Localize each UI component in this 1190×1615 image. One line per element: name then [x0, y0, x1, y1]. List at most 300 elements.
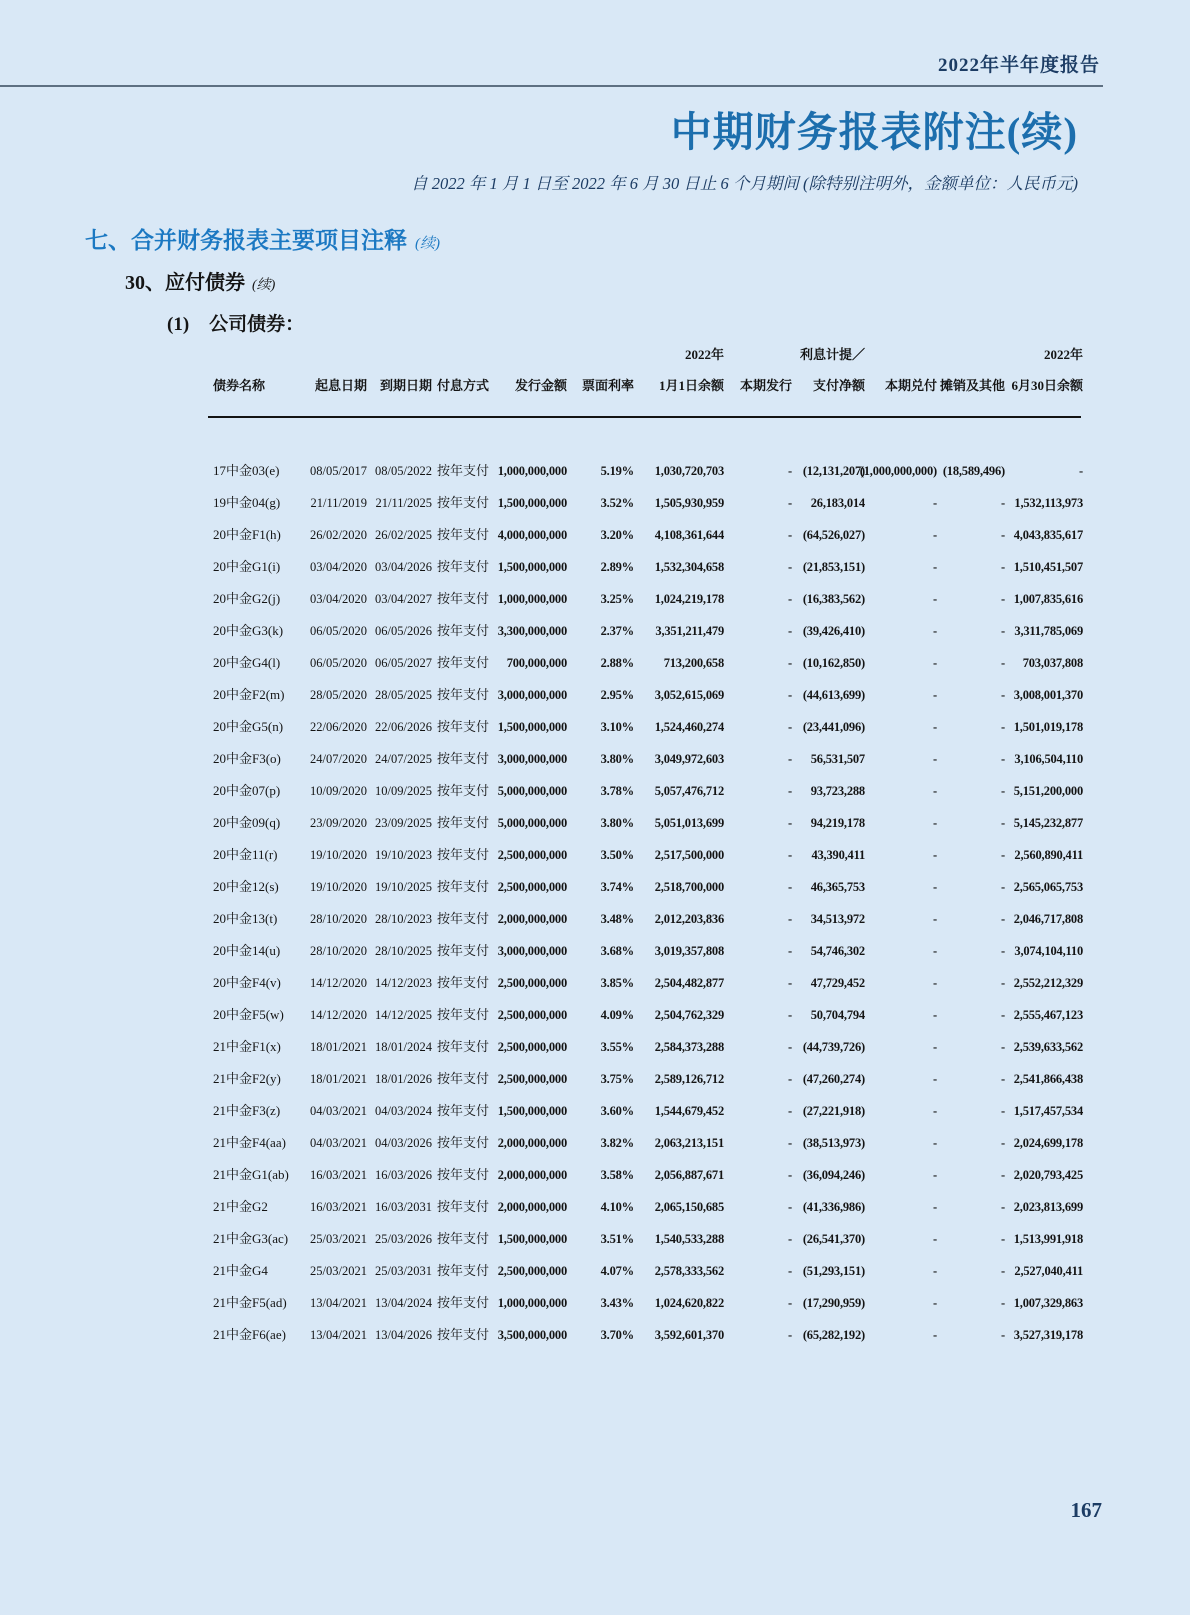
table-row	[205, 839, 1085, 871]
table-row	[205, 775, 1085, 807]
redeemed-this-period-cell: -	[933, 1008, 937, 1022]
amortization-other-cell: -	[1001, 624, 1005, 638]
section-heading-text: 七、合并财务报表主要项目注释	[85, 228, 407, 253]
coupon-rate-cell: 3.70%	[600, 1328, 634, 1342]
payment-method-cell: 按年支付	[436, 815, 489, 830]
amortization-other-cell: -	[1001, 1264, 1005, 1278]
payment-net-cell: (21,853,151)	[802, 560, 865, 574]
amortization-other-cell: -	[1001, 1040, 1005, 1054]
coupon-rate-cell: 3.60%	[600, 1104, 634, 1118]
issued-this-period-cell: -	[788, 1296, 792, 1310]
coupon-rate-cell: 5.19%	[600, 464, 634, 478]
table-row	[205, 1223, 1085, 1255]
payment-net-cell: (44,739,726)	[802, 1040, 865, 1054]
payment-net-cell: 34,513,972	[810, 912, 865, 926]
table-row	[205, 903, 1085, 935]
table-row	[205, 1287, 1085, 1319]
issue-amount-cell: 2,500,000,000	[497, 880, 567, 894]
payment-net-cell: (23,441,096)	[802, 720, 865, 734]
start-date-cell: 21/11/2019	[310, 496, 367, 510]
coupon-rate-cell: 3.25%	[600, 592, 634, 606]
balance-jan1-cell: 1,024,219,178	[654, 592, 724, 606]
issued-this-period-cell: -	[788, 624, 792, 638]
bond-name-cell: 20中金F5(w)	[213, 1007, 284, 1022]
amortization-other-cell: -	[1001, 912, 1005, 926]
maturity-date-cell: 10/09/2025	[375, 784, 432, 798]
start-date-cell: 14/12/2020	[310, 976, 367, 990]
balance-jan1-cell: 2,012,203,836	[654, 912, 724, 926]
start-date-cell: 14/12/2020	[310, 1008, 367, 1022]
coupon-rate-cell: 2.88%	[600, 656, 634, 670]
maturity-date-cell: 06/05/2027	[375, 656, 432, 670]
start-date-cell: 10/09/2020	[310, 784, 367, 798]
balance-jun30-cell: 4,043,835,617	[1013, 528, 1083, 542]
payment-net-cell: 93,723,288	[810, 784, 865, 798]
payment-method-cell: 按年支付	[436, 623, 489, 638]
payment-net-cell: (10,162,850)	[802, 656, 865, 670]
section-heading	[85, 222, 440, 255]
issue-amount-cell: 1,500,000,000	[497, 1104, 567, 1118]
amortization-other-cell: -	[1001, 976, 1005, 990]
balance-jun30-cell: 2,527,040,411	[1014, 1264, 1083, 1278]
maturity-date-cell: 13/04/2026	[375, 1328, 432, 1342]
coupon-rate-cell: 3.82%	[600, 1136, 634, 1150]
payment-method-cell: 按年支付	[436, 1103, 489, 1118]
redeemed-this-period-cell: (1,000,000,000)	[859, 464, 937, 478]
balance-jan1-cell: 2,065,150,685	[654, 1200, 724, 1214]
coupon-rate-cell: 4.07%	[600, 1264, 634, 1278]
balance-jun30-cell: 2,555,467,123	[1013, 1008, 1083, 1022]
maturity-date-cell: 18/01/2024	[375, 1040, 432, 1054]
start-date-cell: 06/05/2020	[310, 656, 367, 670]
issued-this-period-cell: -	[788, 1104, 792, 1118]
table-row	[205, 999, 1085, 1031]
balance-jan1-cell: 2,578,333,562	[654, 1264, 724, 1278]
redeemed-this-period-cell: -	[933, 592, 937, 606]
coupon-rate-cell: 4.10%	[600, 1200, 634, 1214]
payment-net-cell: (41,336,986)	[802, 1200, 865, 1214]
issued-this-period-cell: -	[788, 976, 792, 990]
redeemed-this-period-cell: -	[933, 1136, 937, 1150]
payment-net-cell: (65,282,192)	[802, 1328, 865, 1342]
payment-method-cell: 按年支付	[436, 1263, 489, 1278]
payment-net-cell: 47,729,452	[810, 976, 865, 990]
payment-method-cell: 按年支付	[436, 687, 489, 702]
header-balance-jun30: 6月30日余额	[1011, 378, 1083, 393]
coupon-rate-cell: 3.48%	[600, 912, 634, 926]
table-row	[205, 551, 1085, 583]
payment-method-cell: 按年支付	[436, 463, 489, 478]
balance-jun30-cell: 2,024,699,178	[1013, 1136, 1083, 1150]
bond-name-cell: 20中金G4(l)	[213, 655, 281, 670]
payment-net-cell: 54,746,302	[810, 944, 865, 958]
issued-this-period-cell: -	[788, 752, 792, 766]
table-header-top-row	[205, 345, 1085, 365]
coupon-rate-cell: 3.78%	[600, 784, 634, 798]
payment-method-cell: 按年支付	[436, 559, 489, 574]
table-row	[205, 647, 1085, 679]
coupon-rate-cell: 3.20%	[600, 528, 634, 542]
maturity-date-cell: 14/12/2025	[375, 1008, 432, 1022]
bond-name-cell: 20中金07(p)	[213, 783, 281, 798]
redeemed-this-period-cell: -	[933, 1040, 937, 1054]
amortization-other-cell: -	[1001, 720, 1005, 734]
table-row	[205, 1031, 1085, 1063]
bond-name-cell: 20中金G5(n)	[213, 719, 284, 734]
bond-name-cell: 20中金F2(m)	[213, 687, 285, 702]
issued-this-period-cell: -	[788, 1200, 792, 1214]
redeemed-this-period-cell: -	[933, 720, 937, 734]
maturity-date-cell: 03/04/2026	[375, 560, 432, 574]
issue-amount-cell: 2,000,000,000	[497, 1200, 567, 1214]
balance-jun30-cell: 5,151,200,000	[1013, 784, 1083, 798]
maturity-date-cell: 28/10/2023	[375, 912, 432, 926]
bond-name-cell: 20中金G3(k)	[213, 623, 284, 638]
redeemed-this-period-cell: -	[933, 848, 937, 862]
redeemed-this-period-cell: -	[933, 816, 937, 830]
bond-name-cell: 17中金03(e)	[213, 463, 280, 478]
payment-method-cell: 按年支付	[436, 1135, 489, 1150]
issued-this-period-cell: -	[788, 1328, 792, 1342]
issued-this-period-cell: -	[788, 720, 792, 734]
start-date-cell: 16/03/2021	[310, 1200, 367, 1214]
start-date-cell: 18/01/2021	[310, 1040, 367, 1054]
redeemed-this-period-cell: -	[933, 1328, 937, 1342]
header-interest-accrual: 利息计提／	[799, 347, 865, 362]
issued-this-period-cell: -	[788, 688, 792, 702]
payment-method-cell: 按年支付	[436, 751, 489, 766]
issue-amount-cell: 1,000,000,000	[497, 464, 567, 478]
header-redeemed-this-period: 本期兑付	[884, 378, 937, 393]
start-date-cell: 04/03/2021	[310, 1104, 367, 1118]
header-maturity-date: 到期日期	[379, 378, 432, 393]
header-divider	[0, 85, 1103, 87]
balance-jan1-cell: 3,019,357,808	[654, 944, 724, 958]
table-row	[205, 1127, 1085, 1159]
balance-jun30-cell: -	[1079, 464, 1083, 478]
payment-net-cell: 50,704,794	[810, 1008, 865, 1022]
bond-name-cell: 21中金F5(ad)	[213, 1295, 287, 1310]
balance-jan1-cell: 1,532,304,658	[654, 560, 724, 574]
maturity-date-cell: 19/10/2025	[375, 880, 432, 894]
balance-jan1-cell: 2,056,887,671	[654, 1168, 724, 1182]
issued-this-period-cell: -	[788, 528, 792, 542]
payment-method-cell: 按年支付	[436, 591, 489, 606]
header-issued-this-period: 本期发行	[739, 378, 792, 393]
coupon-rate-cell: 3.50%	[600, 848, 634, 862]
payment-method-cell: 按年支付	[436, 1039, 489, 1054]
balance-jan1-cell: 1,540,533,288	[654, 1232, 724, 1246]
amortization-other-cell: -	[1001, 1232, 1005, 1246]
issued-this-period-cell: -	[788, 464, 792, 478]
payment-net-cell: (39,426,410)	[802, 624, 865, 638]
issued-this-period-cell: -	[788, 496, 792, 510]
amortization-other-cell: -	[1001, 1296, 1005, 1310]
coupon-rate-cell: 3.75%	[600, 1072, 634, 1086]
redeemed-this-period-cell: -	[933, 912, 937, 926]
redeemed-this-period-cell: -	[933, 944, 937, 958]
start-date-cell: 13/04/2021	[310, 1296, 367, 1310]
issued-this-period-cell: -	[788, 912, 792, 926]
balance-jan1-cell: 2,504,762,329	[654, 1008, 724, 1022]
balance-jun30-cell: 3,008,001,370	[1013, 688, 1083, 702]
bond-name-cell: 20中金14(u)	[213, 943, 281, 958]
balance-jun30-cell: 2,560,890,411	[1014, 848, 1083, 862]
issued-this-period-cell: -	[788, 880, 792, 894]
bond-name-cell: 21中金F6(ae)	[213, 1327, 286, 1342]
payment-method-cell: 按年支付	[436, 1327, 489, 1342]
balance-jun30-cell: 5,145,232,877	[1013, 816, 1083, 830]
amortization-other-cell: -	[1001, 816, 1005, 830]
table-header-divider	[208, 416, 1081, 418]
header-payment-net: 支付净额	[812, 378, 865, 393]
redeemed-this-period-cell: -	[933, 496, 937, 510]
balance-jan1-cell: 713,200,658	[663, 656, 724, 670]
issue-amount-cell: 2,000,000,000	[497, 1168, 567, 1182]
start-date-cell: 28/10/2020	[310, 944, 367, 958]
table-row	[205, 679, 1085, 711]
maturity-date-cell: 14/12/2023	[375, 976, 432, 990]
amortization-other-cell: -	[1001, 1072, 1005, 1086]
maturity-date-cell: 28/10/2025	[375, 944, 432, 958]
balance-jun30-cell: 3,106,504,110	[1014, 752, 1083, 766]
bond-name-cell: 21中金G2	[213, 1199, 268, 1214]
report-title-header: 2022年半年度报告	[937, 55, 1100, 76]
item-label: 公司债券：	[209, 314, 305, 335]
balance-jun30-cell: 1,517,457,534	[1013, 1104, 1083, 1118]
payment-net-cell: 46,365,753	[810, 880, 865, 894]
issue-amount-cell: 1,500,000,000	[497, 720, 567, 734]
payment-method-cell: 按年支付	[436, 1007, 489, 1022]
coupon-rate-cell: 3.10%	[600, 720, 634, 734]
item-heading	[167, 309, 304, 336]
start-date-cell: 04/03/2021	[310, 1136, 367, 1150]
issue-amount-cell: 3,000,000,000	[497, 944, 567, 958]
issue-amount-cell: 1,500,000,000	[497, 496, 567, 510]
bond-name-cell: 21中金F4(aa)	[213, 1135, 286, 1150]
issued-this-period-cell: -	[788, 1040, 792, 1054]
amortization-other-cell: -	[1001, 560, 1005, 574]
coupon-rate-cell: 3.51%	[600, 1232, 634, 1246]
balance-jan1-cell: 2,517,500,000	[654, 848, 724, 862]
amortization-other-cell: -	[1001, 1008, 1005, 1022]
balance-jun30-cell: 2,023,813,699	[1013, 1200, 1083, 1214]
payment-net-cell: (26,541,370)	[802, 1232, 865, 1246]
balance-jun30-cell: 1,513,991,918	[1013, 1232, 1083, 1246]
section-continued-label: (续)	[415, 236, 440, 252]
bond-name-cell: 21中金F1(x)	[213, 1039, 281, 1054]
payment-method-cell: 按年支付	[436, 1071, 489, 1086]
balance-jan1-cell: 3,351,211,479	[655, 624, 724, 638]
issue-amount-cell: 2,500,000,000	[497, 1072, 567, 1086]
coupon-rate-cell: 3.80%	[600, 752, 634, 766]
coupon-rate-cell: 3.43%	[600, 1296, 634, 1310]
coupon-rate-cell: 2.89%	[600, 560, 634, 574]
table-row	[205, 1063, 1085, 1095]
balance-jan1-cell: 3,049,972,603	[654, 752, 724, 766]
header-coupon-rate: 票面利率	[581, 378, 634, 393]
balance-jun30-cell: 3,074,104,110	[1014, 944, 1083, 958]
balance-jun30-cell: 3,527,319,178	[1013, 1328, 1083, 1342]
balance-jan1-cell: 2,063,213,151	[654, 1136, 724, 1150]
balance-jan1-cell: 1,024,620,822	[654, 1296, 724, 1310]
payment-net-cell: (44,613,699)	[802, 688, 865, 702]
payment-net-cell: (16,383,562)	[802, 592, 865, 606]
start-date-cell: 18/01/2021	[310, 1072, 367, 1086]
redeemed-this-period-cell: -	[933, 528, 937, 542]
coupon-rate-cell: 2.95%	[600, 688, 634, 702]
issued-this-period-cell: -	[788, 848, 792, 862]
maturity-date-cell: 18/01/2026	[375, 1072, 432, 1086]
bond-name-cell: 21中金F3(z)	[213, 1103, 281, 1118]
coupon-rate-cell: 2.37%	[600, 624, 634, 638]
issue-amount-cell: 2,500,000,000	[497, 848, 567, 862]
balance-jun30-cell: 2,539,633,562	[1013, 1040, 1083, 1054]
issue-amount-cell: 700,000,000	[506, 656, 567, 670]
amortization-other-cell: -	[1001, 528, 1005, 542]
redeemed-this-period-cell: -	[933, 1072, 937, 1086]
payment-method-cell: 按年支付	[436, 879, 489, 894]
start-date-cell: 19/10/2020	[310, 848, 367, 862]
table-header-row	[205, 376, 1085, 396]
amortization-other-cell: -	[1001, 688, 1005, 702]
redeemed-this-period-cell: -	[933, 784, 937, 798]
amortization-other-cell: -	[1001, 592, 1005, 606]
issue-amount-cell: 2,500,000,000	[497, 1040, 567, 1054]
corporate-bonds-table	[205, 345, 1085, 1357]
table-row	[205, 807, 1085, 839]
table-row	[205, 1319, 1085, 1351]
table-row	[205, 1159, 1085, 1191]
coupon-rate-cell: 3.55%	[600, 1040, 634, 1054]
maturity-date-cell: 04/03/2026	[375, 1136, 432, 1150]
redeemed-this-period-cell: -	[933, 1264, 937, 1278]
table-body	[205, 455, 1085, 1351]
maturity-date-cell: 03/04/2027	[375, 592, 432, 606]
issue-amount-cell: 2,500,000,000	[497, 976, 567, 990]
header-balance-jan1: 1月1日余额	[658, 378, 724, 393]
table-row	[205, 583, 1085, 615]
issued-this-period-cell: -	[788, 656, 792, 670]
issue-amount-cell: 5,000,000,000	[497, 816, 567, 830]
bond-name-cell: 20中金F1(h)	[213, 527, 281, 542]
payment-net-cell: (17,290,959)	[802, 1296, 865, 1310]
bond-name-cell: 20中金G2(j)	[213, 591, 281, 606]
bond-name-cell: 20中金13(t)	[213, 911, 278, 926]
amortization-other-cell: -	[1001, 496, 1005, 510]
bond-name-cell: 20中金09(q)	[213, 815, 281, 830]
bond-name-cell: 21中金G3(ac)	[213, 1231, 289, 1246]
payment-method-cell: 按年支付	[436, 1167, 489, 1182]
payment-net-cell: (36,094,246)	[802, 1168, 865, 1182]
balance-jan1-cell: 2,589,126,712	[654, 1072, 724, 1086]
redeemed-this-period-cell: -	[933, 656, 937, 670]
balance-jun30-cell: 3,311,785,069	[1014, 624, 1083, 638]
amortization-other-cell: -	[1001, 656, 1005, 670]
payment-method-cell: 按年支付	[436, 911, 489, 926]
table-row	[205, 967, 1085, 999]
coupon-rate-cell: 4.09%	[600, 1008, 634, 1022]
issue-amount-cell: 1,000,000,000	[497, 1296, 567, 1310]
redeemed-this-period-cell: -	[933, 1200, 937, 1214]
coupon-rate-cell: 3.58%	[600, 1168, 634, 1182]
amortization-other-cell: -	[1001, 1200, 1005, 1214]
header-bond-name: 债券名称	[213, 378, 266, 393]
payment-method-cell: 按年支付	[436, 527, 489, 542]
balance-jun30-cell: 2,046,717,808	[1013, 912, 1083, 926]
table-row	[205, 935, 1085, 967]
amortization-other-cell: -	[1001, 944, 1005, 958]
start-date-cell: 08/05/2017	[310, 464, 367, 478]
payment-method-cell: 按年支付	[436, 719, 489, 734]
balance-jun30-cell: 1,510,451,507	[1013, 560, 1083, 574]
issue-amount-cell: 1,000,000,000	[497, 592, 567, 606]
redeemed-this-period-cell: -	[933, 976, 937, 990]
coupon-rate-cell: 3.74%	[600, 880, 634, 894]
bond-name-cell: 20中金11(r)	[213, 847, 278, 862]
start-date-cell: 16/03/2021	[310, 1168, 367, 1182]
header-start-date: 起息日期	[314, 378, 367, 393]
maturity-date-cell: 22/06/2026	[375, 720, 432, 734]
maturity-date-cell: 13/04/2024	[375, 1296, 432, 1310]
balance-jan1-cell: 1,544,679,452	[654, 1104, 724, 1118]
start-date-cell: 28/05/2020	[310, 688, 367, 702]
balance-jan1-cell: 5,051,013,699	[654, 816, 724, 830]
bond-name-cell: 20中金12(s)	[213, 879, 279, 894]
maturity-date-cell: 04/03/2024	[375, 1104, 432, 1118]
start-date-cell: 03/04/2020	[310, 560, 367, 574]
issue-amount-cell: 2,500,000,000	[497, 1264, 567, 1278]
maturity-date-cell: 28/05/2025	[375, 688, 432, 702]
payment-method-cell: 按年支付	[436, 1199, 489, 1214]
amortization-other-cell: -	[1001, 752, 1005, 766]
issue-amount-cell: 2,500,000,000	[497, 1008, 567, 1022]
amortization-other-cell: (18,589,496)	[942, 464, 1005, 478]
redeemed-this-period-cell: -	[933, 688, 937, 702]
start-date-cell: 28/10/2020	[310, 912, 367, 926]
payment-net-cell: (51,293,151)	[802, 1264, 865, 1278]
issued-this-period-cell: -	[788, 1008, 792, 1022]
issued-this-period-cell: -	[788, 1072, 792, 1086]
redeemed-this-period-cell: -	[933, 1232, 937, 1246]
page-number: 167	[1070, 1498, 1102, 1522]
issued-this-period-cell: -	[788, 1168, 792, 1182]
start-date-cell: 19/10/2020	[310, 880, 367, 894]
balance-jan1-cell: 1,524,460,274	[654, 720, 724, 734]
item-number: (1)	[167, 314, 190, 335]
bond-name-cell: 21中金G1(ab)	[213, 1167, 289, 1182]
page-subtitle: 自 2022 年 1 月 1 日至 2022 年 6 月 30 日止 6 个月期间 (除特别注明外，金额单位：人民币元)	[411, 174, 1078, 193]
payment-method-cell: 按年支付	[436, 783, 489, 798]
header-year-jun: 2022年	[1043, 347, 1083, 362]
table-row	[205, 1191, 1085, 1223]
balance-jan1-cell: 1,030,720,703	[654, 464, 724, 478]
maturity-date-cell: 06/05/2026	[375, 624, 432, 638]
maturity-date-cell: 16/03/2026	[375, 1168, 432, 1182]
maturity-date-cell: 25/03/2026	[375, 1232, 432, 1246]
issue-amount-cell: 1,500,000,000	[497, 560, 567, 574]
payment-net-cell: 43,390,411	[811, 848, 865, 862]
amortization-other-cell: -	[1001, 784, 1005, 798]
maturity-date-cell: 25/03/2031	[375, 1264, 432, 1278]
issue-amount-cell: 3,000,000,000	[497, 752, 567, 766]
table-row	[205, 1255, 1085, 1287]
coupon-rate-cell: 3.80%	[600, 816, 634, 830]
maturity-date-cell: 21/11/2025	[375, 496, 432, 510]
issued-this-period-cell: -	[788, 944, 792, 958]
payment-method-cell: 按年支付	[436, 847, 489, 862]
bond-name-cell: 21中金G4	[213, 1263, 268, 1278]
